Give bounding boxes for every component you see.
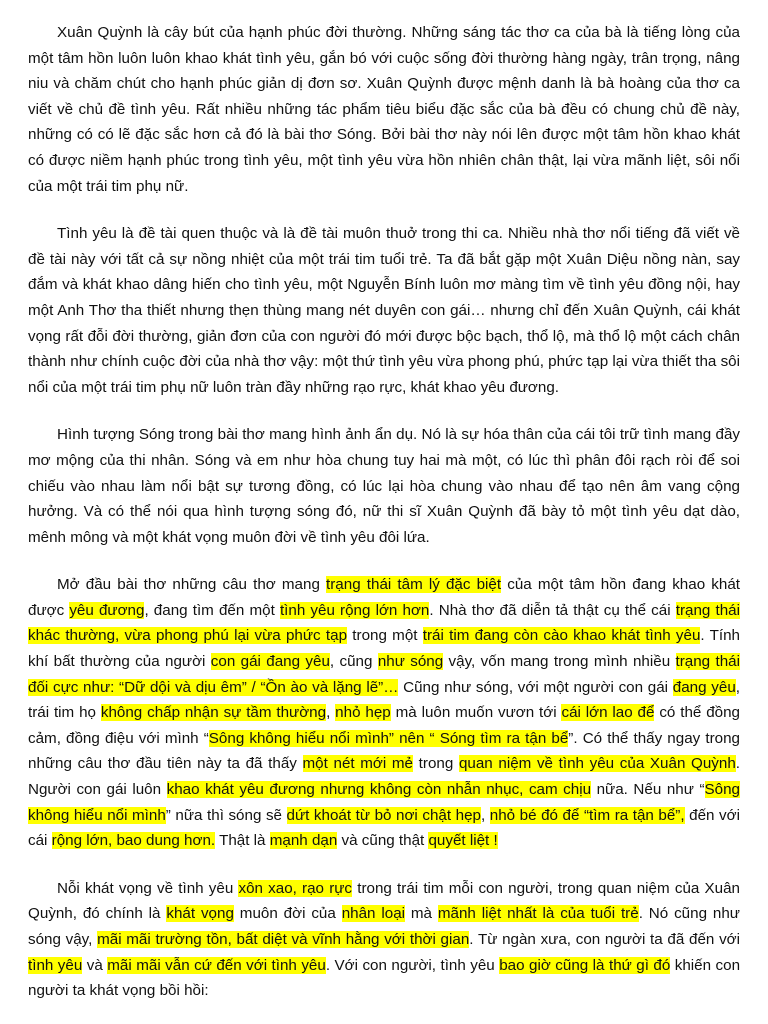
- text-segment: và cũng thật: [337, 832, 429, 850]
- highlighted-text: yêu đương: [69, 601, 145, 619]
- text-segment: , cũng: [329, 653, 378, 671]
- highlighted-text: con gái đang yêu: [210, 653, 330, 671]
- text-segment: vậy, vốn mang trong mình nhiều: [443, 653, 676, 671]
- highlighted-text: nhỏ bé đó để “tìm ra tận bể”,: [489, 806, 685, 824]
- highlighted-text: Sông không hiểu nổi mình: [28, 781, 741, 824]
- highlighted-text: khát vọng: [166, 905, 234, 923]
- highlighted-text: rộng lớn, bao dung hơn.: [51, 832, 216, 850]
- highlighted-text: xôn xao, rạo rực: [238, 879, 353, 897]
- highlighted-text: dứt khoát từ bỏ nơi chật hẹp: [286, 806, 481, 824]
- highlighted-text: trái tim đang còn cào khao khát tình yêu: [422, 627, 701, 645]
- text-segment: Xuân Quỳnh là cây bút của hạnh phúc đời thường. Những sáng tác thơ ca của bà là tiếng lòng của một tâm hồn luôn luôn khao khát tình yêu, gắn bó với cuộc sống đời thường hàng ngày, trân trọng, nâng niu và chăm chút cho hạnh phúc giản dị đơn sơ. Xuân Quỳnh được mệnh danh là bà hoàng của thơ ca viết về chủ đề tình yêu. Rất nhiều những tác phẩm tiêu biểu đặc sắc của bà đều có chung chủ đề này, những có có lẽ đặc sắc hơn cả đó là bài thơ Sóng. Bởi bài thơ này nói lên được một tâm hồn khao khát có được niềm hạnh phúc trong tình yêu, một tình yêu vừa hồn nhiên chân thật, lại vừa mãnh liệt, sôi nổi của một trái tim phụ nữ.: [28, 24, 740, 195]
- highlighted-text: không chấp nhận sự tầm thường: [100, 704, 327, 722]
- text-segment: , đang tìm đến một: [144, 601, 280, 619]
- text-segment: mà luôn muốn vươn tới: [390, 704, 562, 722]
- highlighted-text: nhân loại: [341, 905, 406, 923]
- highlighted-text: tình yêu: [28, 956, 83, 974]
- highlighted-text: trạng thái đối cực như: “Dữ dội và dịu êm” / “Ồn ào và lặng lẽ”…: [28, 653, 740, 696]
- highlighted-text: bao giờ cũng là thứ gì đó: [499, 956, 671, 974]
- text-segment: . Với con người, tình yêu: [325, 956, 500, 974]
- text-segment: trong trái tim mỗi con người, trong quan niệm của Xuân Quỳnh, đó chính là: [28, 879, 740, 923]
- text-segment: Hình tượng Sóng trong bài thơ mang hình ảnh ẩn dụ. Nó là sự hóa thân của cái tôi trữ tình mang đầy mơ mộng của thi nhân. Sóng và em như hòa chung tuy hai mà một, có lúc thì phân đôi rạch ròi để soi chiếu vào nhau làm nổi bật sự tương đồng, có lúc lại hòa chung vào nhau để tạo nên âm vang cộng hưởng. Và có thể nói qua hình tượng sóng đó, nữ thi sĩ Xuân Quỳnh đã bày tỏ một tình yêu dạt dào, mênh mông và một khát vọng muôn đời về tình yêu đôi lứa.: [28, 426, 740, 546]
- text-segment: khiến con người ta khát vọng bồi hồi:: [28, 956, 741, 1000]
- highlighted-text: mãi mãi trường tồn, bất diệt và vĩnh hằng với thời gian: [97, 931, 470, 948]
- text-segment: của một tâm hồn đang khao khát được: [28, 576, 740, 619]
- text-segment: . Nhà thơ đã diễn tả thật cụ thể cái: [429, 601, 676, 619]
- highlighted-text: trạng thái tâm lý đặc biệt: [326, 576, 502, 594]
- text-segment: , trái tim họ: [28, 678, 741, 722]
- text-segment: ,: [326, 704, 336, 722]
- highlighted-text: mạnh dạn: [269, 832, 338, 850]
- text-segment: ,: [480, 806, 490, 824]
- text-segment: . Người con gái luôn: [28, 755, 741, 799]
- highlighted-text: cái lớn lao để: [561, 704, 655, 722]
- paragraph-3: [28, 422, 740, 550]
- text-segment: Mở đầu bài thơ những câu thơ mang: [57, 576, 327, 594]
- text-segment: muôn đời của: [233, 905, 342, 923]
- highlighted-text: quyết liệt !: [428, 832, 498, 850]
- highlighted-text: quan niệm về tình yêu của Xuân Quỳnh: [458, 755, 736, 773]
- highlighted-text: như sóng: [377, 653, 444, 671]
- text-segment: . Từ ngàn xưa, con người ta đã đến với: [469, 931, 740, 948]
- text-segment: trong một: [347, 627, 423, 645]
- paragraph-2: [28, 221, 740, 400]
- text-segment: đến với cái: [28, 806, 740, 850]
- highlighted-text: mãi mãi vẫn cứ đến với tình yêu: [107, 956, 326, 974]
- text-segment: . Nó cũng như sóng vậy,: [28, 905, 740, 948]
- highlighted-text: tình yêu rộng lớn hơn: [279, 601, 430, 619]
- text-segment: mà: [405, 905, 438, 923]
- highlighted-text: khao khát yêu đương nhưng không còn nhẫn nhục, cam chịu: [166, 781, 592, 799]
- text-segment: Thật là: [215, 832, 270, 850]
- text-segment: Tình yêu là đề tài quen thuộc và là đề tài muôn thuở trong thi ca. Nhiều nhà thơ nổi tiếng đã viết về đề tài này với tất cả sự nồng nhiệt của một trái tim tuổi trẻ. Ta đã bắt gặp một Xuân Diệu nồng nàn, say đắm và khát khao dâng hiến cho tình yêu, một Nguyễn Bính luôn mơ màng tìm về tình yêu đồng nội, hay một Anh Thơ tha thiết nhưng thẹn thùng mang nét duyên con gái… nhưng chỉ đến Xuân Quỳnh, cái khát vọng rất đỗi đời thường, giản đơn của con người đó mới được bộc bạch, thổ lộ, mà thổ lộ một cách chân thành như chính cuộc đời của nhà thơ vậy: một thứ tình yêu vừa phong phú, phức tạp lại vừa thiết tha sôi nổi của một trái tim phụ nữ luôn tràn đầy những rạo rực, khát khao yêu đương.: [28, 225, 740, 396]
- highlighted-text: Sông không hiểu nổi mình” nên “ Sóng tìm ra tận bể: [208, 729, 569, 747]
- text-segment: nữa. Nếu như “: [591, 781, 705, 799]
- text-segment: Cũng như sóng, với một người con gái: [398, 678, 673, 696]
- highlighted-text: mãnh liệt nhất là của tuổi trẻ: [437, 905, 639, 923]
- text-segment: ”. Có thể thấy ngay trong những câu thơ đầu tiên này ta đã thấy: [28, 729, 740, 773]
- paragraph-1: [28, 20, 740, 199]
- text-segment: và: [82, 956, 108, 974]
- paragraph-5: [28, 876, 740, 1004]
- text-segment: ” nữa thì sóng sẽ: [165, 806, 287, 824]
- text-segment: Nỗi khát vọng về tình yêu: [57, 879, 239, 897]
- paragraph-4: [28, 572, 740, 854]
- highlighted-text: đang yêu: [672, 678, 736, 696]
- highlighted-text: một nét mới mẻ: [302, 755, 414, 773]
- text-segment: trong: [413, 755, 459, 773]
- text-segment: có thể đồng cảm, đồng điệu với mình “: [28, 704, 741, 747]
- highlighted-text: trạng thái khác thường, vừa phong phú lại vừa phức tạp: [28, 601, 741, 645]
- highlighted-text: nhỏ hẹp: [335, 704, 391, 722]
- text-segment: . Tính khí bất thường của người: [28, 627, 741, 671]
